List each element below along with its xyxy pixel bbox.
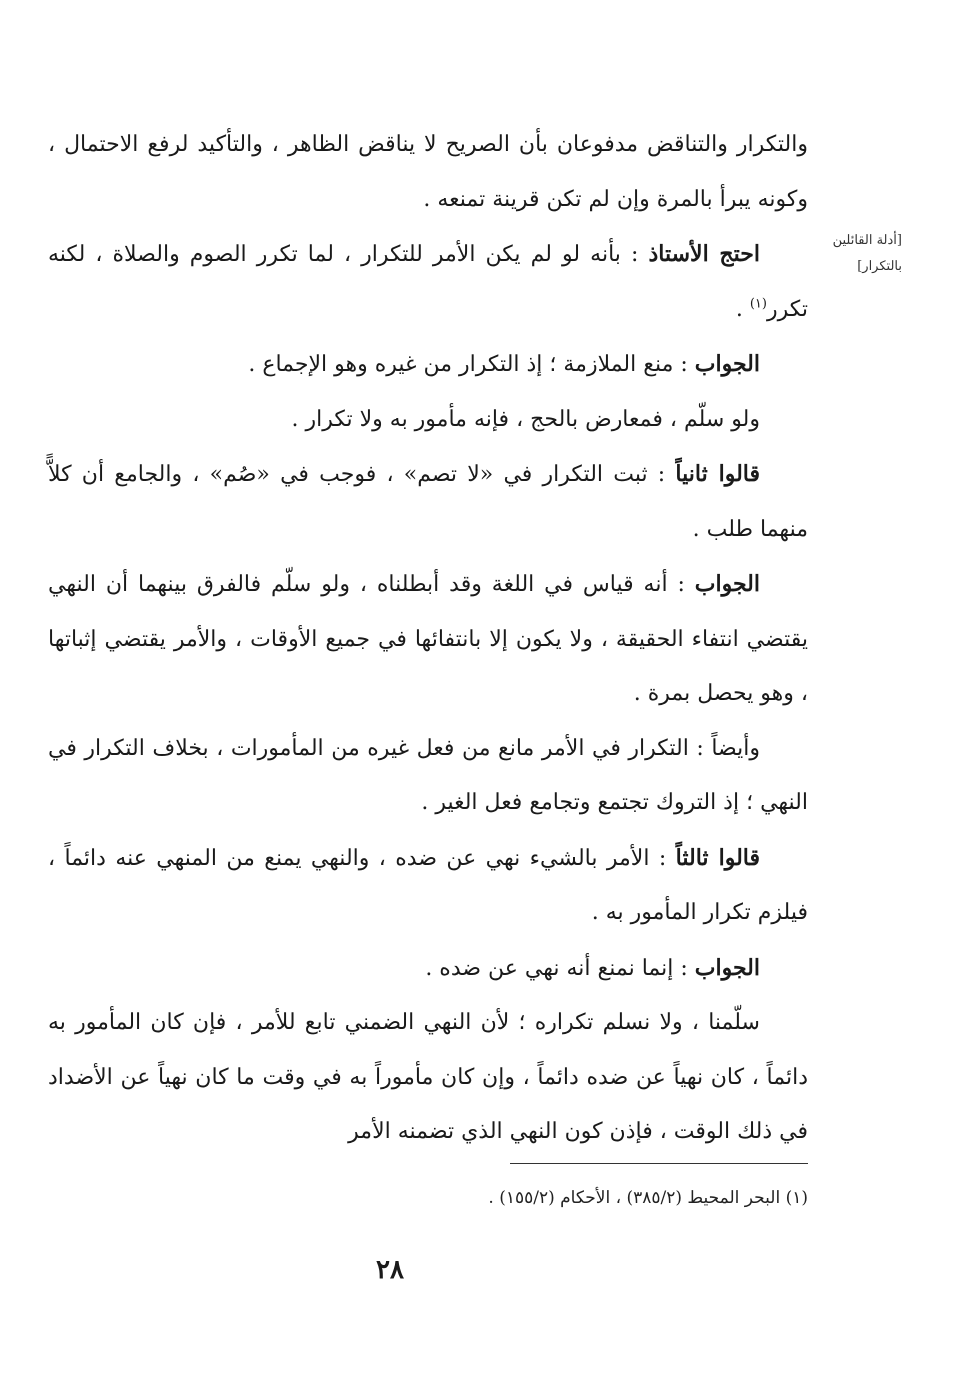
paragraph-4	[48, 393, 808, 448]
paragraph-7	[48, 722, 808, 831]
paragraph-tail: .	[735, 296, 750, 322]
paragraph-text: وأيضاً : التكرار في الأمر مانع من فعل غيره من المأمورات ، بخلاف التكرار في النهي ؛ إذ التروك تجتمع وتجامع فعل الغير .	[48, 735, 808, 815]
margin-note-line-2: بالتكرار]	[857, 259, 902, 274]
paragraph-lead: الجواب	[694, 954, 760, 981]
paragraph-text: : ثبت التكرار في «لا تصم» ، فوجب في «صُم» ، والجامع أن كلاًّ منهما طلب .	[48, 462, 808, 542]
paragraph-text: : بأنه لو لم يكن الأمر للتكرار ، لما تكرر الصوم والصلاة ، لكنه تكرر	[48, 242, 808, 322]
page-number: ٢٨	[376, 1255, 404, 1285]
paragraph-text: : أنه قياس في اللغة وقد أبطلناه ، ولو سلّم فالفرق بينهما أن النهي يقتضي انتفاء الحقيقة ، ولا يكون إلا بانتفائها في جميع الأوقات ، والأمر يقتضي إثباتها ، وهو يحصل بمرة .	[48, 572, 808, 706]
paragraph-5	[48, 447, 808, 557]
paragraph-1	[48, 118, 808, 227]
footnote-divider	[510, 1163, 808, 1164]
paragraph-lead: قالوا ثانياً	[675, 461, 760, 487]
paragraph-lead: احتج الأستاذ	[648, 241, 760, 267]
paragraph-lead: الجواب	[694, 571, 760, 597]
paragraph-9	[48, 941, 808, 997]
paragraph-text: سلّمنا ، ولا نسلم تكراره ؛ لأن النهي الضمني تابع للأمر ، فإن كان المأمور به دائماً ، كان نهياً عن ضده دائماً ، وإن كان مأموراً به في وقت ما كان نهياً عن الأضداد في ذلك الوقت ، فإذن كون النهي الذي تضمنه الأمر	[48, 1010, 808, 1144]
paragraph-lead: قالوا ثالثاً	[675, 844, 760, 871]
paragraph-text: والتكرار والتناقض مدفوعان بأن الصريح لا يناقض الظاهر ، والتأكيد لرفع الاحتمال ، وكونه يبرأ بالمرة وإن لم تكن قرينة تمنعه .	[48, 132, 808, 212]
paragraph-2	[48, 227, 808, 337]
paragraph-10	[48, 996, 808, 1160]
paragraph-8	[48, 831, 808, 941]
paragraph-text: ولو سلّم ، فمعارض بالحج ، فإنه مأمور به ولا تكرار .	[291, 406, 760, 432]
paragraph-text: : إنما نمنع أنه نهي عن ضده .	[425, 955, 695, 981]
paragraph-6	[48, 557, 808, 722]
paragraph-lead: الجواب	[694, 351, 760, 377]
paragraph-3	[48, 337, 808, 393]
paragraph-text: : الأمر بالشيء نهي عن ضده ، والنهي يمنع من المنهي عنه دائماً ، فيلزم تكرار المأمور به .	[48, 845, 808, 925]
footnote: (١) البحر المحيط (٣٨٥/٢) ، الأحكام (١٥٥/٢) .	[488, 1188, 808, 1208]
main-text	[48, 118, 808, 1160]
paragraph-text: : منع الملازمة ؛ إذ التكرار من غيره وهو الإجماع .	[248, 352, 695, 377]
footnote-marker: (١)	[749, 296, 767, 312]
margin-note	[806, 228, 902, 280]
margin-note-line-1: [أدلة القائلين	[832, 233, 902, 248]
